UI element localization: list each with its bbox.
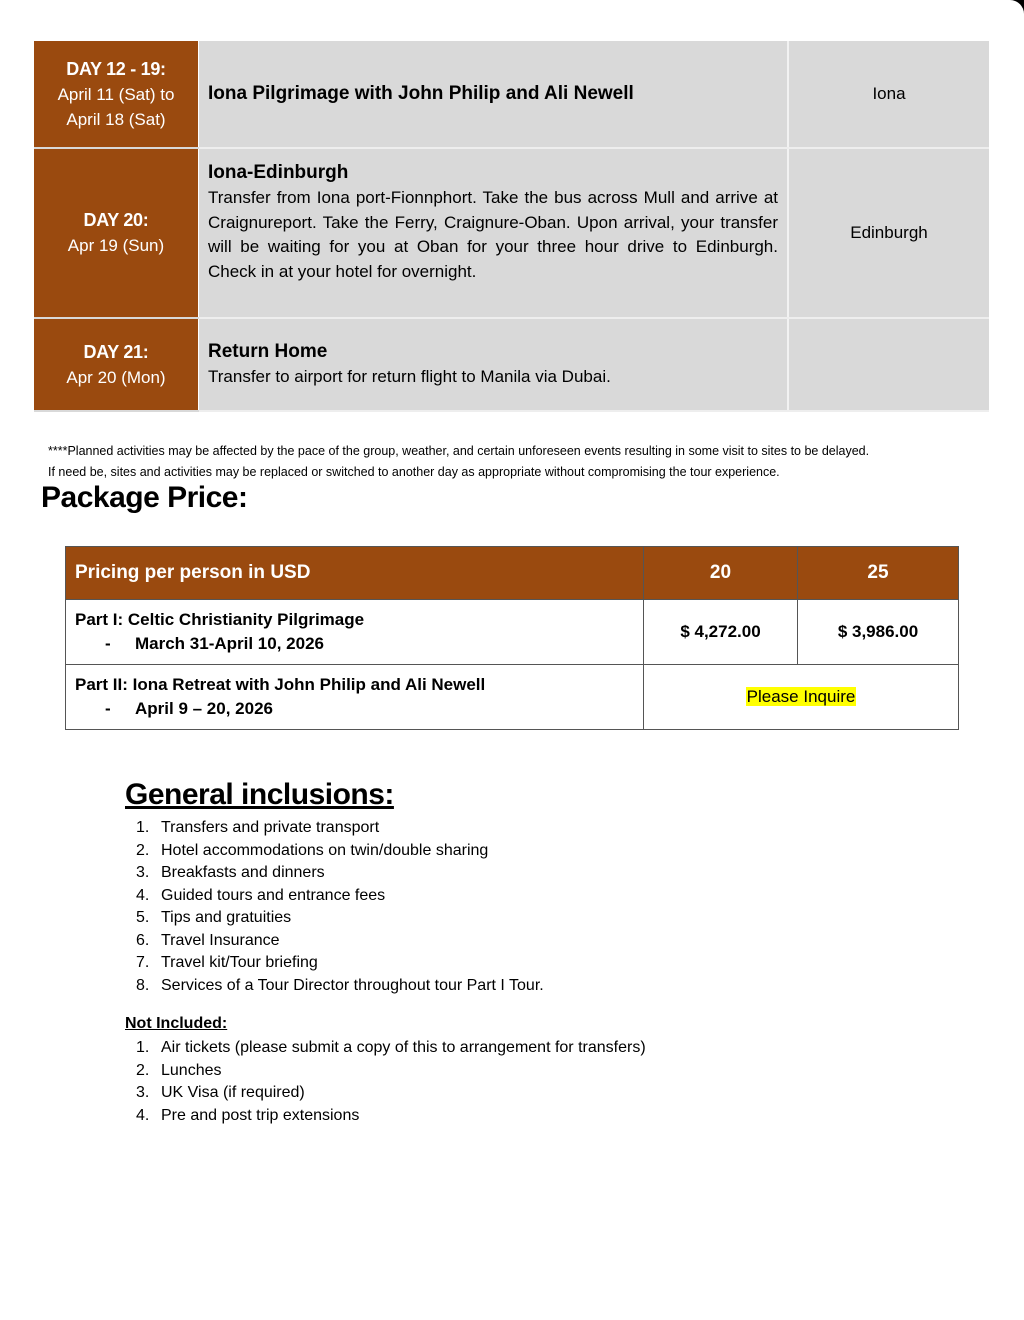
note-line: If need be, sites and activities may be replaced or switched to another day as appropriate without compromising the tour experience. <box>48 465 780 479</box>
itinerary-row <box>34 41 989 148</box>
itinerary-row <box>34 148 989 318</box>
pricing-header-label: Pricing per person in USD <box>66 547 644 600</box>
page-corner <box>1010 0 1024 14</box>
pricing-header-col: 20 <box>644 547 798 600</box>
inclusions-list <box>136 817 544 997</box>
list-item: 7. Travel kit/Tour briefing <box>136 954 318 971</box>
inquire-cell <box>644 665 959 730</box>
activity-description: Transfer from Iona port-Fionnphort. Take the bus across Mull and arrive at Craignureport. Take the Ferry, Craignure-Oban. Upon arrival, your transfer will be waiting for you at Oban for your three hour drive to Edinburgh. Check in at your hotel for overnight. <box>208 188 778 281</box>
day-label: DAY 21: <box>83 341 149 362</box>
pricing-row <box>66 665 959 730</box>
day-dates: Apr 19 (Sun) <box>67 236 165 255</box>
list-dash: - <box>105 634 111 653</box>
list-item: 5. Tips and gratuities <box>136 909 292 926</box>
itinerary-row <box>34 318 989 411</box>
pricing-row <box>66 600 959 665</box>
list-item: 6. Travel Insurance <box>136 931 280 949</box>
not-included-list <box>136 1037 646 1127</box>
please-inquire-text: Please Inquire <box>746 687 856 706</box>
day-dates: April 18 (Sat) <box>66 109 166 129</box>
package-name: Part I: Celtic Christianity Pilgrimage <box>75 610 365 629</box>
activity-title: Iona-Edinburgh <box>208 162 349 183</box>
pricing-header-row <box>66 547 959 600</box>
list-item: 3. Breakfasts and dinners <box>136 864 325 881</box>
activity-cell <box>199 318 789 411</box>
day-cell <box>34 148 199 318</box>
package-dates-text: April 9 – 20, 2026 <box>135 699 273 718</box>
location-cell <box>788 318 989 411</box>
price-cell: $ 3,986.00 <box>798 600 959 665</box>
day-cell <box>34 41 199 148</box>
package-dates <box>75 697 634 721</box>
inclusions-title: General inclusions: <box>125 778 394 811</box>
pricing-table <box>65 546 959 730</box>
itinerary-table <box>34 41 989 412</box>
location-cell: Edinburgh <box>788 148 989 318</box>
day-dates: Apr 20 (Mon) <box>66 367 166 387</box>
pricing-header-col: 25 <box>798 547 959 600</box>
list-dash: - <box>105 699 111 718</box>
day-label: DAY 20: <box>83 210 149 230</box>
activity-cell <box>199 148 789 318</box>
itinerary-note <box>48 441 1008 483</box>
price-cell: $ 4,272.00 <box>644 600 798 665</box>
list-item: 8. Services of a Tour Director throughout tour Part I Tour. <box>136 976 544 994</box>
list-item: 3. UK Visa (if required) <box>136 1084 305 1101</box>
list-item: 1. Transfers and private transport <box>136 819 380 836</box>
package-price-heading: Package Price: <box>41 481 248 514</box>
list-item: 1. Air tickets (please submit a copy of this to arrangement for transfers) <box>136 1039 646 1056</box>
list-item: 2. Hotel accommodations on twin/double sharing <box>136 841 489 859</box>
activity-cell <box>199 41 789 148</box>
package-dates <box>75 632 634 656</box>
list-item: 4. Guided tours and entrance fees <box>136 886 386 904</box>
day-label: DAY 12 - 19: <box>66 58 166 79</box>
location-cell: Iona <box>788 41 989 148</box>
note-line: ****Planned activities may be affected by the pace of the group, weather, and certain unforeseen events resulting in some visit to sites to be delayed. <box>48 444 870 458</box>
day-dates: April 11 (Sat) to <box>57 84 175 104</box>
activity-title: Return Home <box>208 341 328 363</box>
day-cell <box>34 318 199 411</box>
activity-title: Iona Pilgrimage with John Philip and Ali Newell <box>208 83 634 104</box>
not-included-title: Not Included: <box>125 1015 228 1032</box>
package-cell <box>66 665 644 730</box>
list-item: 2. Lunches <box>136 1061 222 1079</box>
activity-description: Transfer to airport for return flight to Manila via Dubai. <box>208 367 611 387</box>
package-dates-text: March 31-April 10, 2026 <box>135 634 324 653</box>
package-name: Part II: Iona Retreat with John Philip and Ali Newell <box>75 675 486 694</box>
package-cell <box>66 600 644 665</box>
list-item: 4. Pre and post trip extensions <box>136 1106 360 1124</box>
